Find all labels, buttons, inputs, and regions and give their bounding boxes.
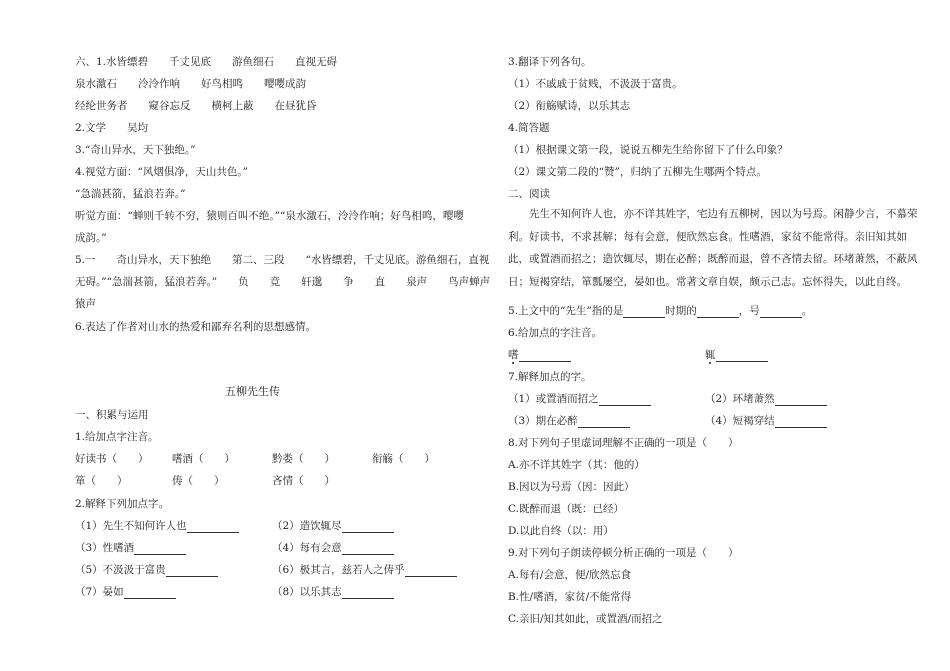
question-7: 7.解释加点的字。 bbox=[508, 371, 592, 383]
question-8: 8.对下列句子里虚词理解不正确的一项是（ ） bbox=[508, 437, 739, 449]
answer-blank[interactable] bbox=[342, 543, 394, 555]
answer-blank[interactable] bbox=[623, 306, 665, 318]
q2-item-1: （1）先生不知何许人也 bbox=[75, 519, 239, 533]
q2-item-2: （2）造饮辄尽 bbox=[272, 519, 394, 533]
q2-item-7: （7）晏如 bbox=[75, 585, 176, 599]
section-2-heading: 二、阅读 bbox=[508, 188, 550, 200]
question-6: 6.给加点的字注音。 bbox=[508, 327, 603, 339]
section-1-heading: 一、积累与运用 bbox=[75, 409, 149, 421]
answer-blank[interactable] bbox=[716, 350, 768, 362]
q8-option-b: B.因以为号焉（因：因此） bbox=[508, 481, 635, 493]
q2-item-6: （6）极其言，兹若人之俦乎 bbox=[272, 563, 457, 577]
answer-6-5: 5.一 奇山异水，天下独绝 第二、三段 “水皆缥碧，千丈见底。游鱼细石，直视 bbox=[75, 254, 490, 266]
q7-item-3: （3）期在必醉 bbox=[508, 414, 630, 428]
question-4: 4.简答题 bbox=[508, 122, 550, 134]
answer-6-row-2: 泉水激石 泠泠作响 好鸟相鸣 嘤嘤成韵 bbox=[75, 78, 306, 90]
reading-passage: 先生不知何许人也，亦不详其姓字，宅边有五柳树，因以为号焉。闲静少言，不慕荣利。好读书，不求甚解；每有会意，便欣然忘食。性嗜酒，家贫不能常得。亲旧知其如此，或置酒而招之；造饮辄尽，期在必醉；既醉而退，曾不吝情去留。环堵萧然，不蔽风日；短褐穿结，箪瓢屡空，晏如也。常著文章自娱，颇示己志。忘怀得失，以此自终。 bbox=[508, 208, 918, 288]
q9-option-b: B.性/嗜酒，家贫/不能常得 bbox=[508, 591, 632, 603]
answer-blank[interactable] bbox=[187, 521, 239, 533]
answer-6-row-3: 经纶世务者 窥谷忘反 横柯上蔽 在昼犹昏 bbox=[75, 100, 317, 112]
answer-6-4-audio: 听觉方面：“蝉则千转不穷，猿则百叫不绝。”“泉水激石，泠泠作响；好鸟相鸣，嘤嘤 bbox=[75, 210, 464, 222]
q8-option-a: A.亦不详其姓字（其：他的） bbox=[508, 459, 645, 471]
answer-6-4-visual-2: “急湍甚箭，猛浪若奔。” bbox=[75, 188, 186, 200]
answer-6-4-audio-2: 成韵。” bbox=[75, 232, 107, 244]
q1-item-e: 箪（ ） bbox=[75, 475, 128, 487]
answer-blank[interactable] bbox=[578, 416, 630, 428]
q1-item-c: 黔娄（ ） bbox=[272, 453, 335, 465]
q9-option-c: C.亲旧/知其如此，或置酒/而招之 bbox=[508, 613, 663, 625]
question-1: 1.给加点字注音。 bbox=[75, 431, 159, 443]
q8-option-d: D.以此自终（以：用） bbox=[508, 525, 614, 537]
q1-item-g: 吝情（ ） bbox=[272, 475, 335, 487]
q3-item-2: （2）衔觞赋诗，以乐其志 bbox=[508, 100, 631, 112]
answer-6-2: 2.文学 吴均 bbox=[75, 122, 149, 134]
q2-item-4: （4）每有会意 bbox=[272, 541, 394, 555]
q1-item-a: 好读书（ ） bbox=[75, 453, 149, 465]
q4-item-1: （1）根据课文第一段，说说五柳先生给你留下了什么印象？ bbox=[508, 144, 788, 156]
answer-6-6: 6.表达了作者对山水的热爱和鄙弃名利的思想感情。 bbox=[75, 321, 317, 333]
answer-blank[interactable] bbox=[760, 306, 802, 318]
q3-item-1: （1）不戚戚于贫贱，不汲汲于富贵。 bbox=[508, 78, 683, 90]
q8-option-c: C.既醉而退（既：已经） bbox=[508, 503, 624, 515]
answer-blank[interactable] bbox=[405, 565, 457, 577]
answer-blank[interactable] bbox=[519, 350, 571, 362]
answer-6-5-2: 无碍。”“急湍甚箭，猛浪若奔。” 负 竞 轩邈 争 直 泉声 鸟声蝉声 bbox=[75, 276, 491, 288]
q2-item-8: （8）以乐其志 bbox=[272, 585, 394, 599]
q7-item-2: （2）环堵萧然 bbox=[705, 392, 827, 406]
q1-item-f: 俦（ ） bbox=[172, 475, 225, 487]
answer-6-row-1: 六、1.水皆缥碧 千丈见底 游鱼细石 直视无碍 bbox=[75, 56, 338, 68]
answer-blank[interactable] bbox=[124, 587, 176, 599]
answer-blank[interactable] bbox=[775, 416, 827, 428]
answer-6-3: 3.“奇山异水，天下独绝。” bbox=[75, 144, 196, 156]
q4-item-2: （2）课文第二段的“赞”，归纳了五柳先生哪两个特点。 bbox=[508, 166, 767, 178]
q6-item-a: 嗜 bbox=[508, 348, 571, 362]
answer-blank[interactable] bbox=[697, 306, 739, 318]
q2-item-3: （3）性嗜酒 bbox=[75, 541, 186, 555]
answer-blank[interactable] bbox=[166, 565, 218, 577]
q6-item-b: 辄 bbox=[705, 348, 768, 362]
answer-6-4-visual: 4.视觉方面：“风烟俱净，天山共色。” bbox=[75, 166, 249, 178]
q1-item-d: 衔觞（ ） bbox=[372, 453, 435, 465]
answer-blank[interactable] bbox=[342, 521, 394, 533]
q1-item-b: 嗜酒（ ） bbox=[172, 453, 235, 465]
q9-option-a: A.每有/会意，便/欣然忘食 bbox=[508, 569, 631, 581]
answer-blank[interactable] bbox=[775, 394, 827, 406]
answer-blank[interactable] bbox=[134, 543, 186, 555]
q7-item-1: （1）或置酒而招之 bbox=[508, 392, 651, 406]
q2-item-5: （5）不汲汲于富贵 bbox=[75, 563, 218, 577]
answer-blank[interactable] bbox=[599, 394, 651, 406]
q7-item-4: （4）短褐穿结 bbox=[705, 414, 827, 428]
question-3: 3.翻译下列各句。 bbox=[508, 56, 592, 68]
page-title: 五柳先生传 bbox=[225, 385, 280, 398]
answer-blank[interactable] bbox=[342, 587, 394, 599]
question-9: 9.对下列句子朗读停顿分析正确的一项是（ ） bbox=[508, 547, 739, 559]
question-5: 5.上文中的“先生”指的是 时期的 ，号 。 bbox=[508, 305, 813, 317]
answer-6-5-3: 猿声 bbox=[75, 298, 96, 310]
question-2: 2.解释下列加点字。 bbox=[75, 498, 170, 510]
